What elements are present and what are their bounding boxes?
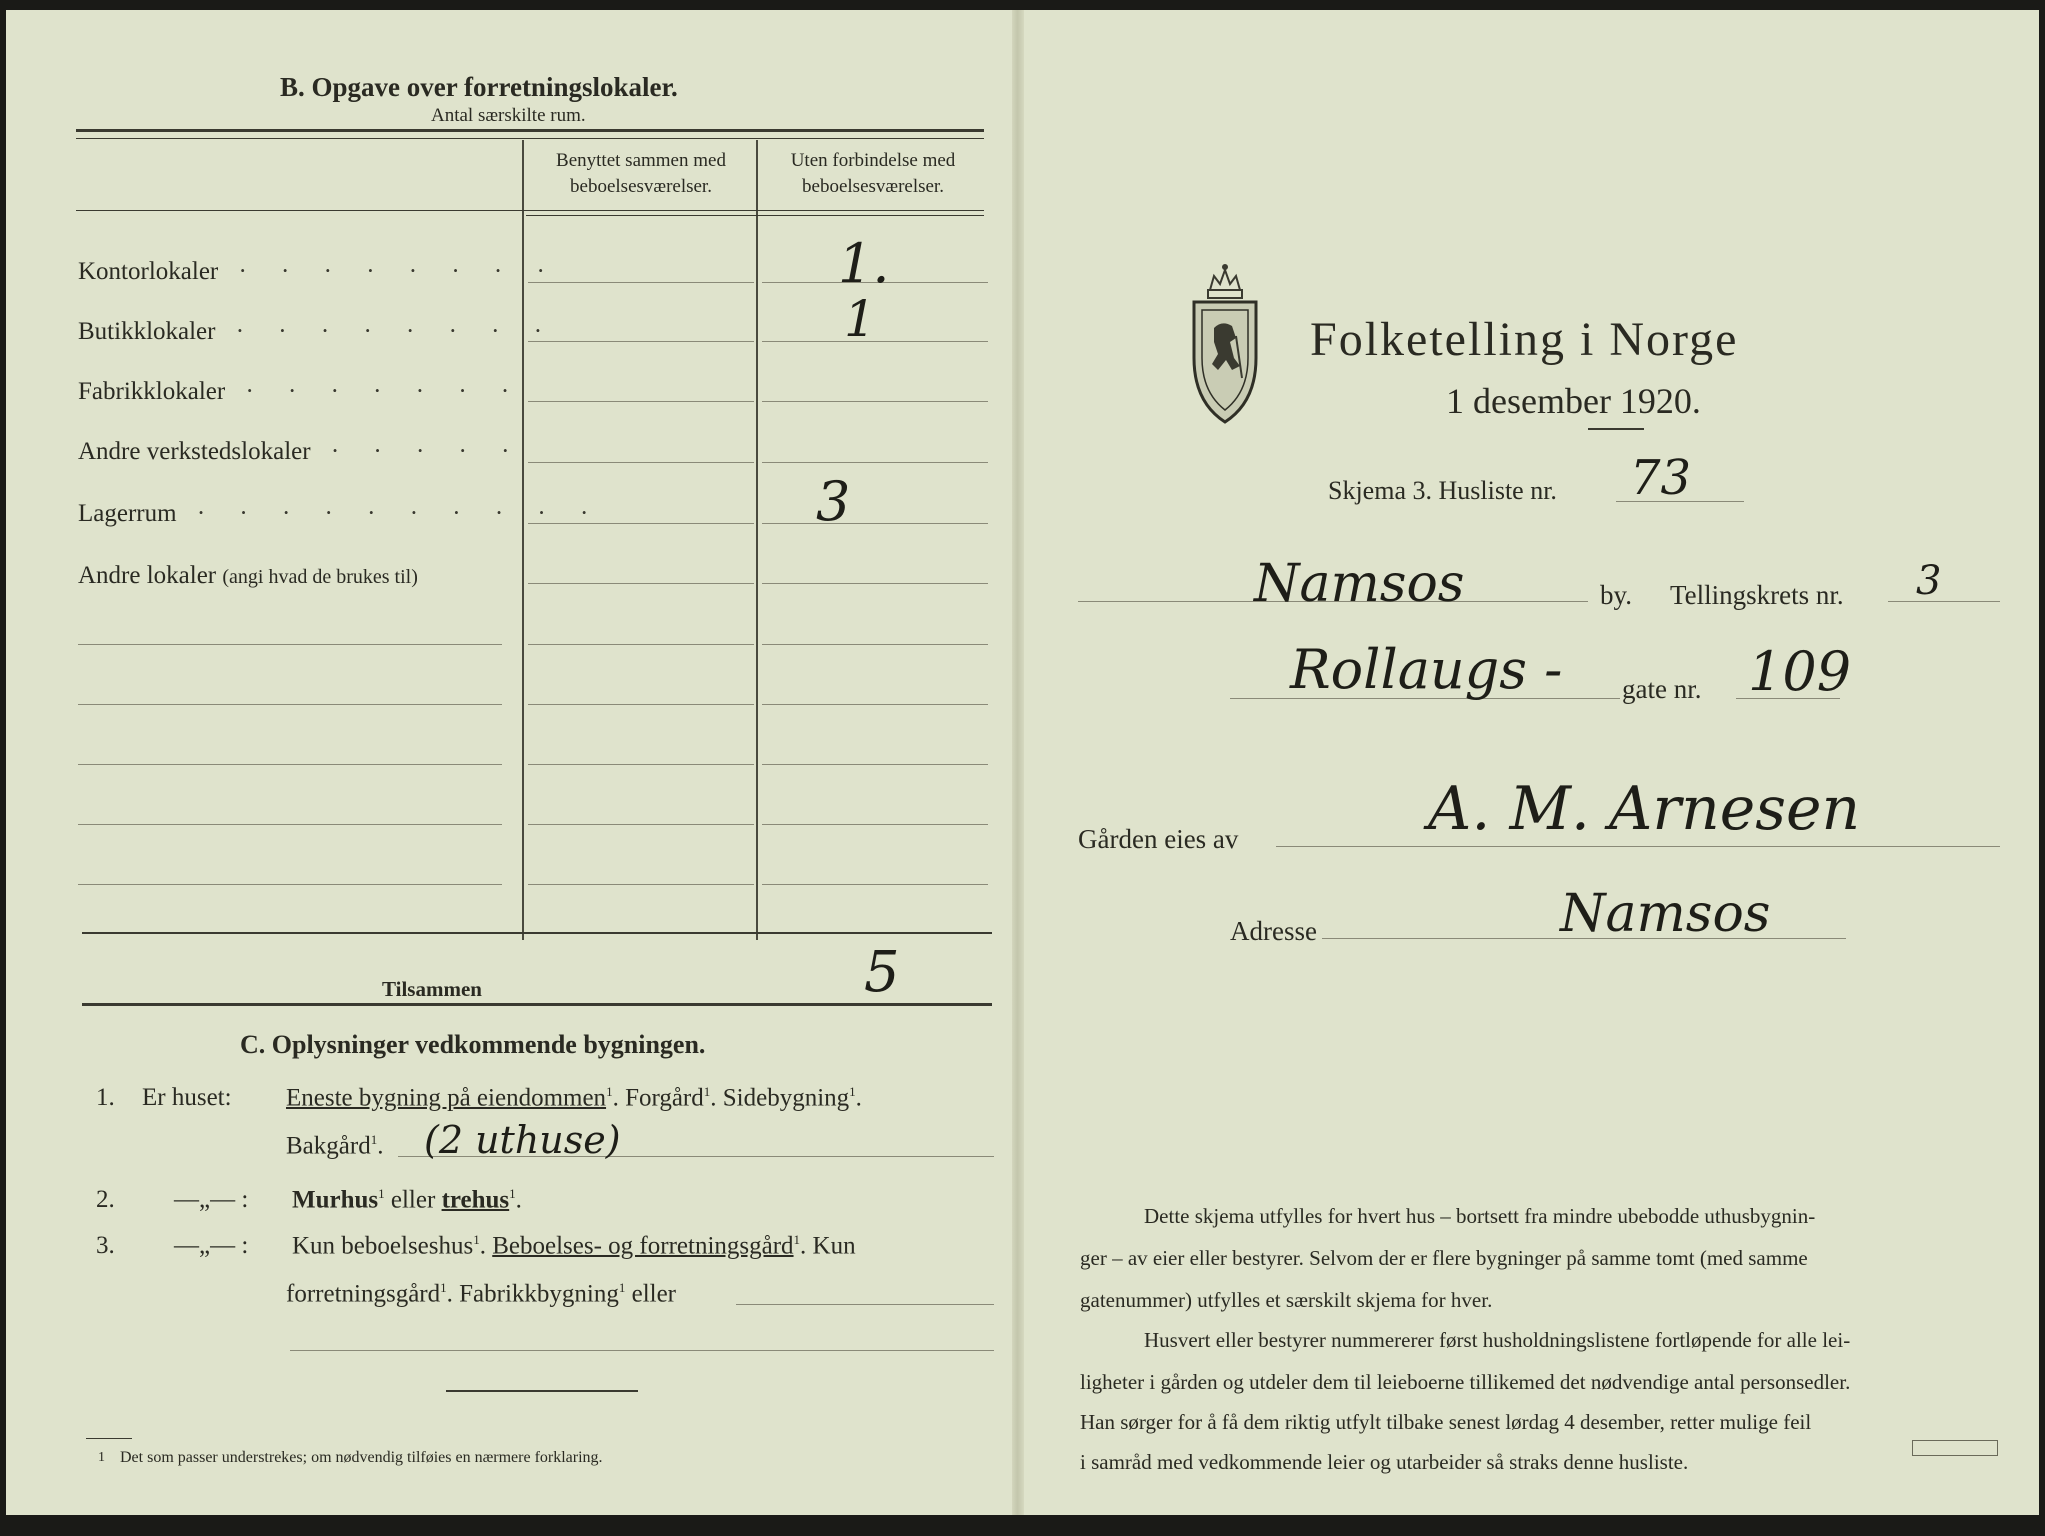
by-label: by.	[1600, 580, 1632, 610]
q2-prefix: —„— :	[174, 1186, 249, 1213]
row-line	[762, 704, 988, 705]
by-value: Namsos	[1254, 554, 1465, 614]
row-label-andre-verkstedslokaler: Andre verkstedslokaler · · · · ·	[78, 438, 524, 465]
form-title: Folketelling i Norge	[1310, 313, 1739, 366]
q3-option-beboelses-og-forretningsgard: Beboelses- og forretningsgård	[492, 1232, 794, 1260]
row-label-andre-lokaler: Andre lokaler (angi hvad de brukes til)	[78, 562, 418, 589]
q2-or: eller	[390, 1186, 436, 1214]
q1-options-line2: Bakgård$^1$.	[286, 1132, 384, 1160]
gate-label: gate nr.	[1622, 674, 1702, 704]
row-line	[528, 583, 754, 584]
footnote-mark: 1	[98, 1450, 105, 1465]
q2-option-trehus: trehus	[441, 1186, 510, 1214]
row-label-kontorlokaler: Kontorlokaler · · · · · · · ·	[78, 258, 559, 285]
gate-value: Rollaugs -	[1290, 638, 1563, 701]
husliste-number: 73	[1630, 450, 1692, 506]
instruction-line: ger – av eier eller bestyrer. Selvom der er flere bygninger på samme tomt (med samme	[1080, 1246, 1808, 1270]
footnote-rule	[86, 1438, 132, 1439]
right-page	[1018, 10, 2039, 1515]
column-header-1-line1: Benyttet sammen med	[556, 150, 726, 171]
row-line	[762, 644, 988, 645]
krets-line	[1888, 601, 2000, 602]
column-header-1-line2: beboelsesværelser.	[570, 176, 712, 197]
total-top-rule	[82, 932, 992, 934]
row-line	[528, 644, 754, 645]
row-line	[528, 523, 754, 524]
q2-number: 2.	[96, 1186, 115, 1213]
total-label: Tilsammen	[382, 977, 482, 1001]
total-bottom-rule	[82, 1003, 992, 1006]
row-line	[528, 764, 754, 765]
row-line	[762, 401, 988, 402]
row-line	[528, 341, 754, 342]
q1-option-bakgard: Bakgård	[286, 1132, 371, 1160]
address-label: Adresse	[1230, 916, 1317, 946]
q3-number: 3.	[96, 1232, 115, 1259]
instruction-line: i samråd med vedkommende leier og utarbeider så straks denne husliste.	[1080, 1450, 1689, 1474]
norwegian-coat-of-arms-icon	[1188, 262, 1262, 428]
q1-options-line1: Eneste bygning på eiendommen$^1$. Forgård$^1$. Sidebygning$^1$.	[286, 1084, 862, 1112]
row-label-fabrikklokaler: Fabrikklokaler · · · · · · ·	[78, 378, 524, 405]
q1-handwritten: (2 uthuse)	[424, 1118, 621, 1162]
krets-label: Tellingskrets nr.	[1670, 580, 1844, 610]
section-b-title: B. Opgave over forretningslokaler.	[280, 72, 678, 102]
column-header-2-line1: Uten forbindelse med	[790, 150, 956, 171]
q3-fill-line-2	[290, 1350, 994, 1351]
census-form-sheet	[6, 10, 2039, 1515]
row-line	[762, 764, 988, 765]
left-page	[6, 10, 1016, 1515]
q3-option-forretningsgard: forretningsgård	[286, 1280, 441, 1308]
value-lagerrum: 3	[816, 470, 851, 533]
row-line	[528, 704, 754, 705]
instruction-line: gatenummer) utfylles et særskilt skjema for hver.	[1080, 1288, 1493, 1312]
address-value: Namsos	[1560, 884, 1771, 944]
q2-option-murhus: Murhus	[292, 1186, 379, 1214]
q1-number: 1.	[96, 1084, 115, 1111]
q3-options-line1: Kun beboelseshus$^1$. Beboelses- og forretningsgård$^1$. Kun	[292, 1232, 856, 1260]
date-underline	[1588, 428, 1644, 430]
column-divider-2	[756, 140, 758, 940]
q1-option-sidebygning: Sidebygning	[722, 1084, 850, 1112]
q1-prefix: Er huset:	[142, 1084, 232, 1111]
q3-options-line2: forretningsgård$^1$. Fabrikkbygning$^1$ eller	[286, 1280, 677, 1308]
header-bottom-rule-2	[526, 215, 984, 216]
krets-value: 3	[1916, 558, 1942, 604]
gate-number: 109	[1748, 640, 1852, 703]
column-header-2-line2: beboelsesværelser.	[802, 176, 944, 197]
row-line	[528, 884, 754, 885]
section-c-end-rule	[446, 1390, 638, 1392]
instruction-line: ligheter i gården og utdeler dem til leieboerne tillikemed det nødvendige antal personsedler.	[1080, 1370, 1851, 1394]
q3-option-kun: Kun	[812, 1232, 856, 1260]
q3-option-kun-beboelseshus: Kun beboelseshus	[292, 1232, 474, 1260]
q3-or: eller	[631, 1280, 677, 1308]
owner-value: A. M. Arnesen	[1428, 774, 1861, 844]
q3-prefix: —„— :	[174, 1232, 249, 1259]
row-line	[528, 401, 754, 402]
q1-option-eneste: Eneste bygning på eiendommen	[286, 1084, 607, 1112]
value-butikklokaler: 1	[844, 290, 876, 348]
instruction-line: Dette skjema utfylles for hvert hus – bortsett fra mindre ubebodde uthusbygnin-	[1144, 1204, 1816, 1228]
row-label-lagerrum: Lagerrum · · · · · · · · · ·	[78, 500, 603, 527]
row-label-butikklokaler: Butikklokaler · · · · · · · ·	[78, 318, 557, 345]
blank-line	[78, 704, 502, 705]
owner-line	[1276, 846, 2000, 847]
header-bottom-rule	[76, 210, 984, 211]
blank-line	[78, 884, 502, 885]
table-top-rule	[76, 129, 984, 132]
q3-fill-line	[736, 1304, 994, 1305]
q1-option-forgard: Forgård	[625, 1084, 704, 1112]
row-line	[762, 824, 988, 825]
row-line	[528, 462, 754, 463]
row-line	[528, 824, 754, 825]
row-line	[762, 884, 988, 885]
section-b-subtitle: Antal særskilte rum.	[431, 105, 586, 126]
blank-line	[78, 644, 502, 645]
table-top-rule-thin	[76, 138, 984, 139]
row-line	[762, 583, 988, 584]
value-kontorlokaler: 1.	[838, 232, 890, 295]
row-line	[762, 462, 988, 463]
row-line	[528, 282, 754, 283]
row-line	[762, 523, 988, 524]
owner-label: Gården eies av	[1078, 824, 1239, 854]
instruction-line: Han sørger for å få dem riktig utfylt tilbake senest lørdag 4 desember, retter mulige feil	[1080, 1410, 1812, 1434]
skjema-label: Skjema 3. Husliste nr.	[1328, 476, 1557, 505]
q3-option-fabrikkbygning: Fabrikkbygning	[459, 1280, 619, 1308]
blank-line	[78, 764, 502, 765]
printer-stamp	[1912, 1440, 1998, 1456]
total-value: 5	[864, 940, 900, 1005]
instruction-line: Husvert eller bestyrer nummererer først husholdningslistene fortløpende for alle lei-	[1144, 1328, 1851, 1352]
footnote-text: Det som passer understrekes; om nødvendig tilføies en nærmere forklaring.	[120, 1449, 603, 1466]
q2-options: Murhus$^1$ eller trehus$^1$.	[292, 1186, 522, 1214]
form-date: 1 desember 1920.	[1446, 381, 1701, 421]
section-c-title: C. Oplysninger vedkommende bygningen.	[240, 1030, 706, 1059]
blank-line	[78, 824, 502, 825]
